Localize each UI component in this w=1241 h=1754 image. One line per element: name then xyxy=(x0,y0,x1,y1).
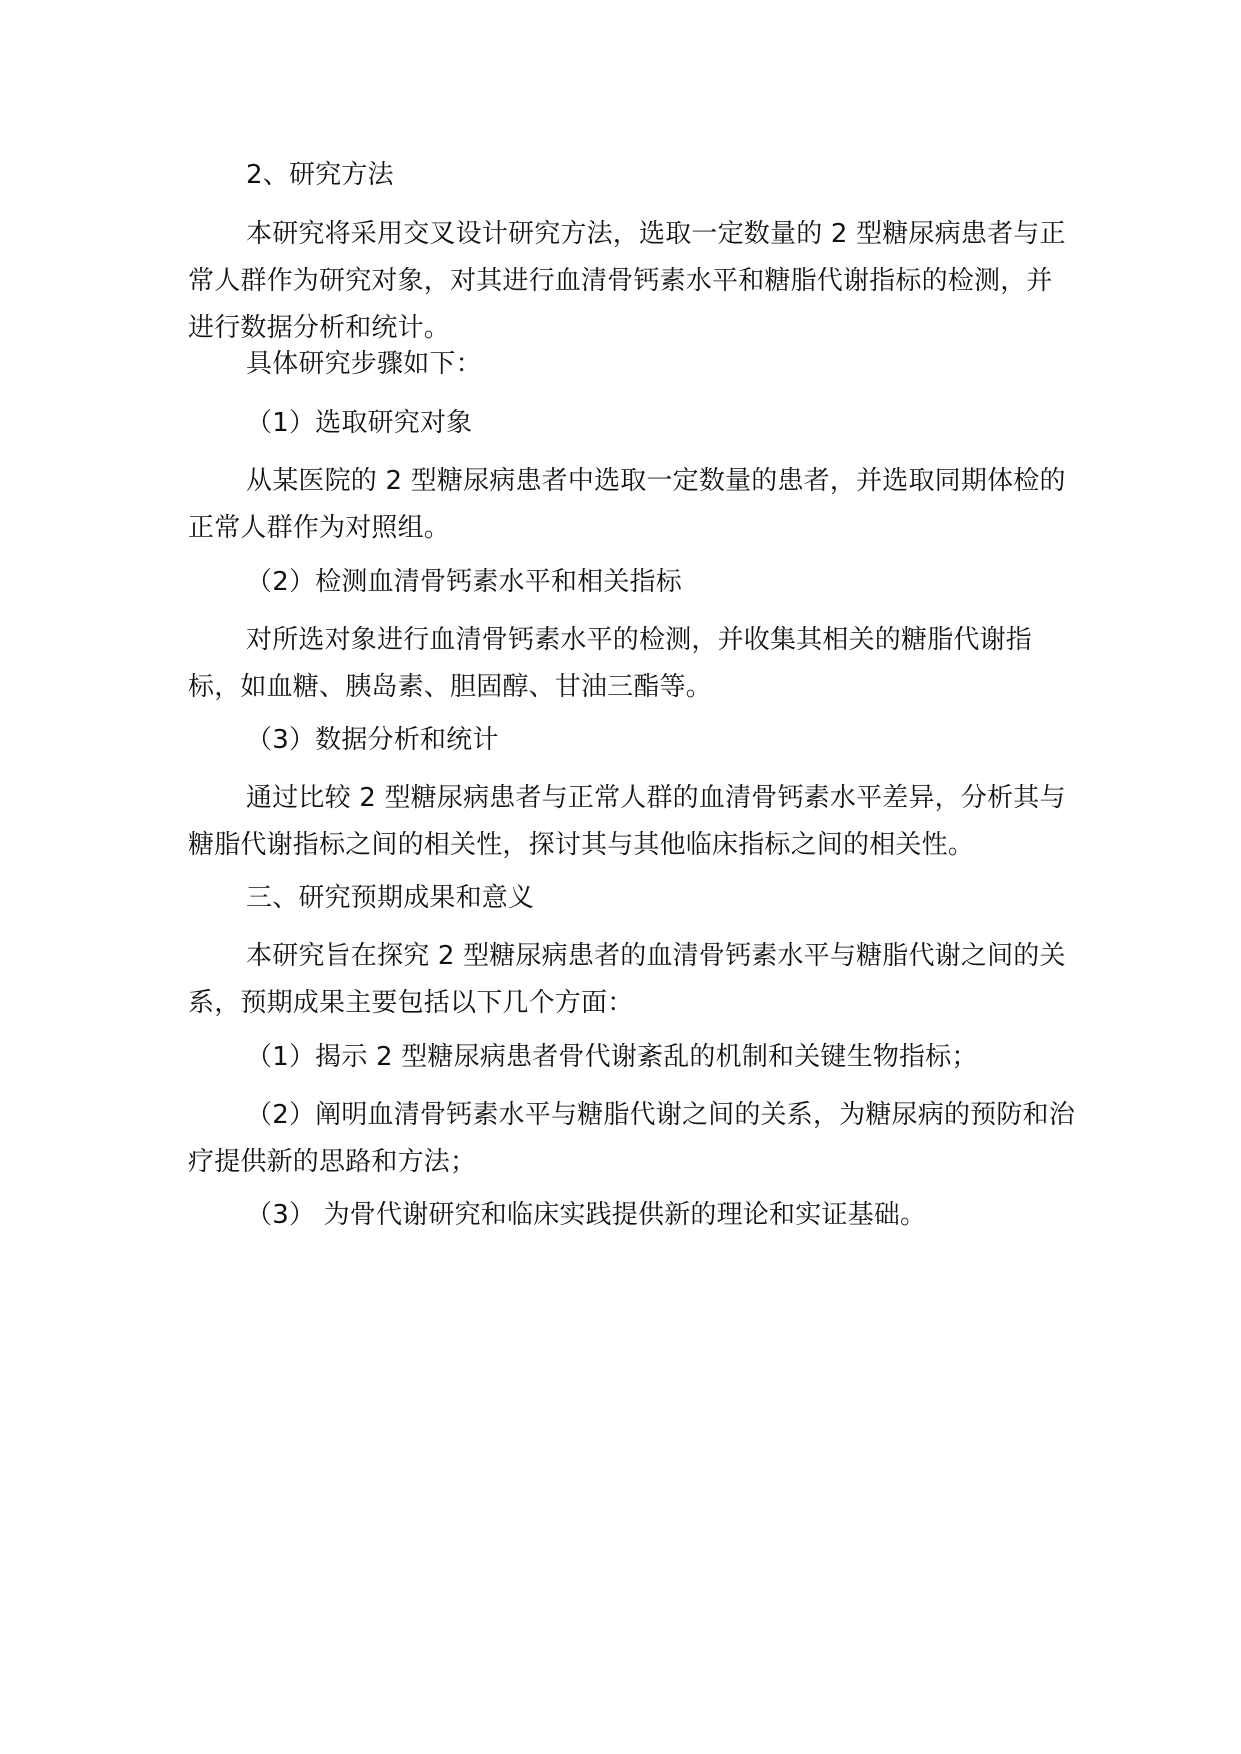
outcome-item-1: （1）揭示 2 型糖尿病患者骨代谢紊乱的机制和关键生物指标； xyxy=(246,1042,978,1072)
paragraph-study-design: 本研究将采用交叉设计研究方法，选取一定数量的 2 型糖尿病患者与正常人群作为研究对象，对其进行血清骨钙素水平和糖脂代谢指标的检测，并进行数据分析和统计。 xyxy=(188,219,1066,343)
paragraph-step-1: 从某医院的 2 型糖尿病患者中选取一定数量的患者，并选取同期体检的正常人群作为对照组。 xyxy=(188,466,1066,543)
paragraph-step-3: 通过比较 2 型糖尿病患者与正常人群的血清骨钙素水平差异，分析其与糖脂代谢指标之间的相关性，探讨其与其他临床指标之间的相关性。 xyxy=(188,783,1066,860)
paragraph-step-2: 对所选对象进行血清骨钙素水平的检测，并收集其相关的糖脂代谢指标，如血糖、胰岛素、胆固醇、甘油三酯等。 xyxy=(188,625,1033,702)
step-heading-2: （2）检测血清骨钙素水平和相关指标 xyxy=(246,567,682,597)
section-heading-methods: 2、研究方法 xyxy=(246,160,394,190)
outcome-item-2: （2）阐明血清骨钙素水平与糖脂代谢之间的关系，为糖尿病的预防和治疗提供新的思路和方法； xyxy=(188,1100,1075,1177)
paragraph-steps-intro: 具体研究步骤如下： xyxy=(246,349,482,379)
step-heading-1: （1）选取研究对象 xyxy=(246,408,473,438)
section-heading-outcomes: 三、研究预期成果和意义 xyxy=(246,883,535,913)
step-heading-3: （3）数据分析和统计 xyxy=(246,725,499,755)
outcome-item-3: （3） 为骨代谢研究和临床实践提供新的理论和实证基础。 xyxy=(246,1200,927,1230)
paragraph-outcomes-intro: 本研究旨在探究 2 型糖尿病患者的血清骨钙素水平与糖脂代谢之间的关系，预期成果主要包括以下几个方面： xyxy=(188,941,1066,1018)
